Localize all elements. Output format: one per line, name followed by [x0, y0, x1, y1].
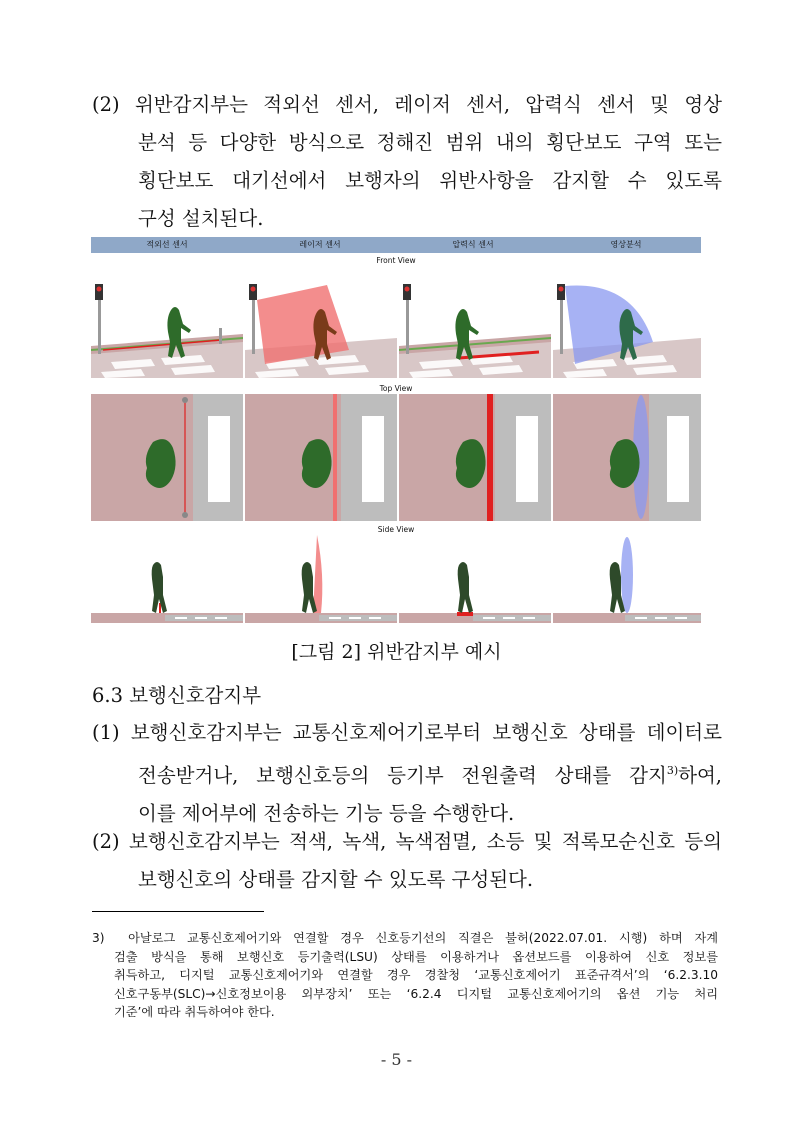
section-heading: 6.3 보행신호감지부: [92, 684, 262, 707]
side-view-laser: [245, 535, 397, 625]
footnote-divider: [92, 911, 264, 912]
para-line: 이를 제어부에 전송하는 기능 등을 수행한다.: [138, 802, 515, 825]
footnote-line: 기준’에 따라 취득하여야 한다.: [114, 1005, 275, 1019]
para-line: 구성 설치된다.: [138, 207, 264, 230]
front-view-pressure: [399, 280, 551, 378]
column-label-laser: 레이저 센서: [299, 240, 341, 249]
footnote-marker: 3): [92, 931, 105, 945]
para-number: (2): [92, 93, 120, 116]
footnote-line: 신호구동부(SLC)→신호정보이용 외부장치’ 또는 ‘6.2.4 디지털 교통신호제어기의 옵션 기능 처리: [114, 986, 718, 1001]
figure-caption: [그림 2] 위반감지부 예시: [291, 641, 502, 663]
figure-violation-detector: [91, 237, 701, 629]
para-line: 분석 등 다양한 방식으로 정해진 범위 내의 횡단보도 구역 또는: [138, 131, 722, 154]
column-label-infrared: 적외선 센서: [146, 240, 188, 249]
side-view-pressure: [399, 535, 551, 625]
para-line: 전송받거나, 보행신호등의 등기부 전원출력 상태를 감지: [138, 764, 667, 787]
para-number: (2): [92, 830, 120, 853]
para-line: 보행신호의 상태를 감지할 수 있도록 구성된다.: [138, 868, 534, 891]
para-violation-detector: [92, 86, 722, 238]
footnote: [92, 929, 718, 1022]
figure-header-bar: [91, 237, 701, 253]
page-number: - 5 -: [380, 1050, 413, 1069]
top-view-video: [553, 394, 701, 521]
para-line: 보행신호감지부는 적색, 녹색, 녹색점멸, 소등 및 적록모순신호 등의: [129, 830, 722, 853]
top-view-infrared: [91, 394, 243, 521]
para-line: 횡단보도 대기선에서 보행자의 위반사항을 감지할 수 있도록: [138, 169, 722, 192]
column-label-video: 영상분석: [610, 240, 642, 249]
front-view-infrared: [91, 280, 243, 378]
top-view-pressure: [399, 394, 551, 521]
para-line-tail: 하여,: [678, 764, 722, 787]
column-label-pressure: 압력식 센서: [452, 240, 494, 249]
front-view-laser: [245, 280, 397, 378]
footnote-line: 아날로그 교통신호제어기와 연결할 경우 신호등기선의 직결은 불허(2022.07.01. 시행) 하며 자계: [128, 931, 718, 945]
para-line: 보행신호감지부는 교통신호제어기로부터 보행신호 상태를 데이터로: [130, 721, 722, 744]
view-label-side: Side View: [377, 525, 415, 534]
top-view-laser: [245, 394, 397, 521]
para-signal-detector-1: [92, 714, 722, 833]
para-signal-detector-2: [92, 823, 722, 899]
footnote-line: 검출 방식을 통해 보행신호 등기출력(LSU) 상태를 이용하거나 옵션보드를 이용하여 신호 정보를: [114, 949, 718, 964]
side-view-infrared: [91, 535, 243, 625]
view-label-top: Top View: [379, 384, 413, 393]
footnote-line: 취득하고, 디지털 교통신호제어기와 연결할 경우 경찰청 ‘교통신호제어기 표준규격서’의 ‘6.2.3.10: [114, 968, 718, 982]
view-label-front: Front View: [376, 256, 416, 265]
side-view-video: [553, 535, 701, 625]
front-view-video: [553, 280, 701, 378]
para-line: 위반감지부는 적외선 센서, 레이저 센서, 압력식 센서 및 영상: [134, 93, 722, 116]
para-number: (1): [92, 721, 120, 744]
footnote-ref[interactable]: 3): [666, 764, 679, 777]
